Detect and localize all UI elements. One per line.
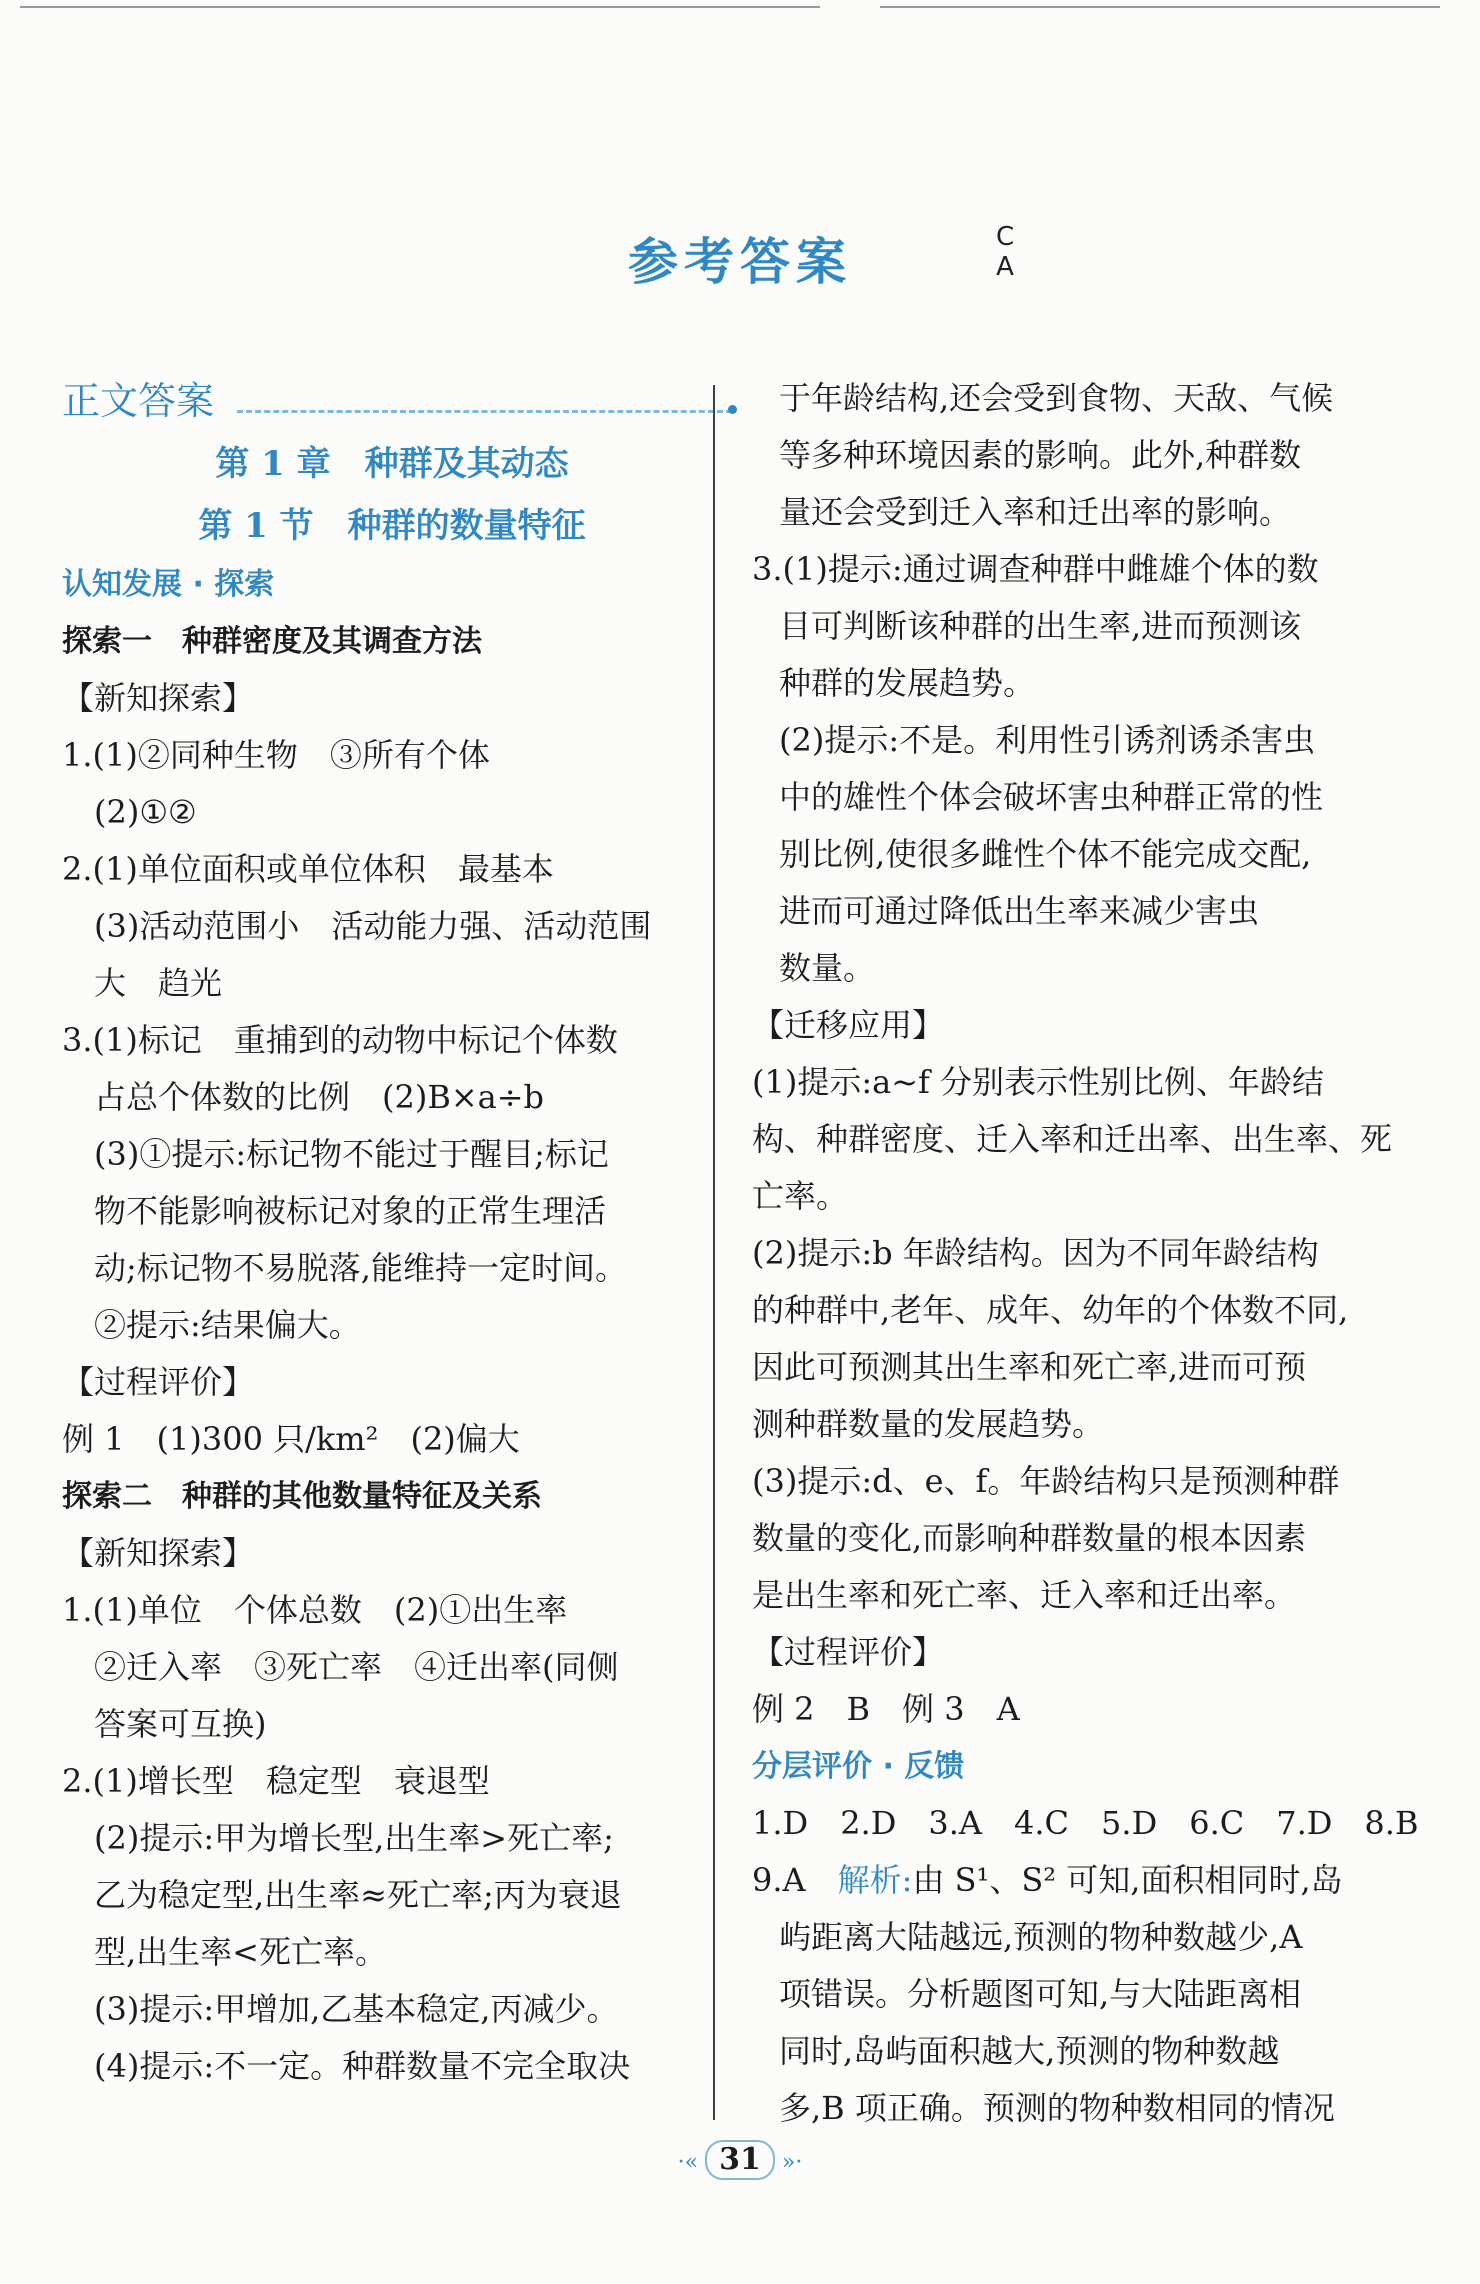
answer-line: 答案可互换) (94, 1705, 267, 1743)
answer-line: 大 趋光 (94, 964, 223, 1002)
answer-line: 同时,岛屿面积越大,预测的物种数越 (779, 2032, 1280, 2070)
answer-line: 目可判断该种群的出生率,进而预测该 (779, 607, 1302, 645)
answer-line: 屿距离大陆越远,预测的物种数越少,A (779, 1918, 1303, 1956)
answer-line: (2)①② (94, 793, 197, 831)
answer-line: 进而可通过降低出生率来减少害虫 (779, 892, 1260, 930)
section-heading: 第 1 节 种群的数量特征 (198, 506, 586, 546)
answer-line: 数量的变化,而影响种群数量的根本因素 (752, 1519, 1307, 1557)
answer-line: ②迁入率 ③死亡率 ④迁出率(同侧 (94, 1648, 619, 1686)
answer-line: (2)提示:不是。利用性引诱剂诱杀害虫 (779, 721, 1316, 759)
answer-line: (2)提示:甲为增长型,出生率>死亡率; (94, 1819, 614, 1857)
q9-analysis-label: 解析: (837, 1861, 913, 1899)
answer-line: 2.(1)增长型 稳定型 衰退型 (62, 1762, 490, 1800)
answer-line: 【迁移应用】 (752, 1006, 945, 1044)
title-mark-line: A (996, 252, 1014, 282)
answer-line: 型,出生率<死亡率。 (94, 1933, 387, 1971)
answer-line: 种群的发展趋势。 (779, 664, 1036, 702)
answer-line: 例 1 (1)300 只/km² (2)偏大 (62, 1420, 520, 1458)
answer-line: 项错误。分析题图可知,与大陆距离相 (779, 1975, 1302, 2013)
answer-line: 等多种环境因素的影响。此外,种群数 (779, 436, 1302, 474)
answer-line: (2)提示:b 年龄结构。因为不同年龄结构 (752, 1234, 1319, 1272)
subsection-heading: 探索二 种群的其他数量特征及关系 (62, 1479, 542, 1514)
subsection-heading: 分层评价 · 反馈 (752, 1749, 965, 1784)
answer-line-q9 (752, 1852, 1364, 1909)
page-footer (0, 2140, 1480, 2180)
answer-line: 1.(1)②同种生物 ③所有个体 (62, 736, 490, 774)
top-border-left (20, 6, 820, 8)
answer-line: 2.(1)单位面积或单位体积 最基本 (62, 850, 554, 888)
section-banner (62, 370, 682, 432)
answer-line: 占总个体数的比例 (2)B×a÷b (94, 1078, 545, 1116)
right-column (752, 370, 1419, 2137)
column-divider (713, 385, 715, 2120)
answer-line: 因此可预测其出生率和死亡率,进而可预 (752, 1348, 1307, 1386)
answer-line: 乙为稳定型,出生率≈死亡率;丙为衰退 (94, 1876, 622, 1914)
answer-line: 1.(1)单位 个体总数 (2)①出生率 (62, 1591, 568, 1629)
q9-rest (752, 1909, 1364, 2137)
banner-dot (728, 405, 737, 414)
banner-dash (237, 410, 732, 413)
left-lines (62, 556, 682, 2095)
answer-line: 中的雄性个体会破坏害虫种群正常的性 (779, 778, 1324, 816)
answer-line: 1.D 2.D 3.A 4.C 5.D 6.C 7.D 8.B (752, 1804, 1419, 1842)
left-column (62, 370, 682, 2095)
footer-ornament-left: ·« (677, 2150, 699, 2175)
answer-line: (3)提示:甲增加,乙基本稳定,丙减少。 (94, 1990, 619, 2028)
page-number: 31 (705, 2140, 775, 2180)
top-border-right (880, 6, 1440, 8)
right-lines (752, 370, 1419, 1852)
answer-line: 亡率。 (752, 1177, 849, 1215)
answer-line: 于年龄结构,还会受到食物、天敌、气候 (779, 379, 1334, 417)
subsection-heading: 认知发展 · 探索 (62, 567, 275, 602)
footer-ornament-right: »· (781, 2150, 803, 2175)
answer-line: (4)提示:不一定。种群数量不完全取决 (94, 2047, 631, 2085)
page-title: 参考答案 (628, 232, 852, 291)
subsection-heading: 探索一 种群密度及其调查方法 (62, 624, 482, 659)
answer-line: 【新知探索】 (62, 679, 255, 717)
answer-line: (3)①提示:标记物不能过于醒目;标记 (94, 1135, 609, 1173)
answer-line: 物不能影响被标记对象的正常生理活 (94, 1192, 607, 1230)
answer-line: 是出生率和死亡率、迁入率和迁出率。 (752, 1576, 1297, 1614)
answer-line: 例 2 B 例 3 A (752, 1690, 1020, 1728)
answer-line: 多,B 项正确。预测的物种数相同的情况 (779, 2089, 1335, 2127)
chapter-heading: 第 1 章 种群及其动态 (215, 444, 569, 484)
answer-line: (1)提示:a~f 分别表示性别比例、年龄结 (752, 1063, 1325, 1101)
answer-line: ②提示:结果偏大。 (94, 1306, 361, 1344)
answer-line: 动;标记物不易脱落,能维持一定时间。 (94, 1249, 627, 1287)
answer-line: 【过程评价】 (62, 1363, 255, 1401)
answer-line: 【新知探索】 (62, 1534, 255, 1572)
banner-label: 正文答案 (62, 379, 215, 423)
answer-line: 【过程评价】 (752, 1633, 945, 1671)
answer-line: 数量。 (779, 949, 876, 987)
answer-line: (3)活动范围小 活动能力强、活动范围 (94, 907, 652, 945)
answer-line: 的种群中,老年、成年、幼年的个体数不同, (752, 1291, 1349, 1329)
title-mark-line: C (996, 222, 1015, 252)
title-mark (996, 222, 1014, 282)
answer-line: 3.(1)提示:通过调查种群中雌雄个体的数 (752, 550, 1319, 588)
answer-line: (3)提示:d、e、f。年龄结构只是预测种群 (752, 1462, 1340, 1500)
answer-line: 量还会受到迁入率和迁出率的影响。 (779, 493, 1292, 531)
answer-line: 别比例,使很多雌性个体不能完成交配, (779, 835, 1312, 873)
answer-line: 3.(1)标记 重捕到的动物中标记个体数 (62, 1021, 618, 1059)
answer-line: 构、种群密度、迁入率和迁出率、出生率、死 (752, 1120, 1393, 1158)
q9-number: 9.A (752, 1861, 838, 1899)
q9-first-text: 由 S¹、S² 可知,面积相同时,岛 (912, 1861, 1343, 1899)
answer-line: 测种群数量的发展趋势。 (752, 1405, 1105, 1443)
